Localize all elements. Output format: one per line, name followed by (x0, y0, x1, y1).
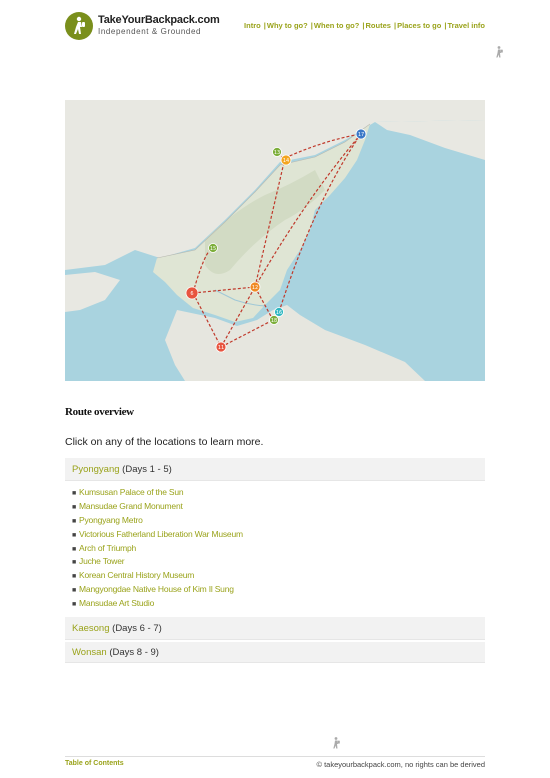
intro-text: Click on any of the locations to learn more. (65, 436, 264, 448)
list-item[interactable]: ■ Mansudae Art Studio (72, 598, 155, 609)
list-item[interactable]: ■ Mangyongdae Native House of Kim Il Sung (72, 584, 234, 595)
top-nav: Intro |Why to go? |When to go? |Routes |Places to go |Travel info (244, 21, 485, 30)
page-header (0, 0, 550, 48)
days-label: (Days 6 - 7) (109, 623, 162, 634)
footer-divider (65, 756, 485, 757)
location-link[interactable]: Wonsan (72, 647, 107, 658)
svg-text:16: 16 (275, 310, 283, 316)
location-link[interactable]: Pyongyang (72, 464, 120, 475)
nav-when-to-go[interactable]: When to go? (313, 21, 360, 30)
list-item[interactable]: ■ Pyongyang Metro (72, 514, 143, 525)
svg-text:17: 17 (357, 132, 365, 138)
map-marker[interactable] (216, 342, 226, 352)
list-item[interactable]: ■ Juche Tower (72, 556, 125, 567)
table-of-contents-link[interactable]: Table of Contents (65, 760, 124, 767)
section-wonsan[interactable] (65, 642, 485, 663)
map-marker[interactable] (270, 316, 279, 325)
hiker-icon (70, 16, 88, 36)
svg-text:18: 18 (270, 318, 278, 324)
list-item[interactable]: ■ Korean Central History Museum (72, 570, 195, 581)
section-pyongyang[interactable] (65, 458, 485, 481)
map-marker[interactable] (356, 129, 366, 139)
section-kaesong[interactable] (65, 617, 485, 640)
map-marker[interactable] (186, 287, 198, 299)
nav-intro[interactable]: Intro (244, 21, 261, 30)
logo[interactable] (65, 12, 93, 40)
nav-routes[interactable]: Routes (365, 21, 391, 30)
hiker-icon (331, 737, 341, 749)
svg-text:6: 6 (190, 291, 194, 297)
nav-travel-info[interactable]: Travel info (447, 21, 485, 30)
days-label: (Days 1 - 5) (119, 464, 172, 475)
section-title: Route overview (65, 406, 134, 418)
brand-name[interactable]: TakeYourBackpack.com (98, 14, 220, 26)
nav-why-to-go[interactable]: Why to go? (266, 21, 308, 30)
map-marker[interactable] (281, 155, 291, 165)
pyongyang-list (72, 486, 243, 611)
map-marker[interactable] (250, 282, 260, 292)
svg-text:12: 12 (251, 285, 259, 291)
map-marker[interactable] (209, 244, 218, 253)
list-item[interactable]: ■ Kumsusan Palace of the Sun (72, 487, 184, 497)
map-marker[interactable] (273, 148, 282, 157)
list-item[interactable]: ■ Arch of Triumph (72, 542, 137, 553)
route-map[interactable] (65, 100, 485, 381)
location-link[interactable]: Kaesong (72, 623, 110, 634)
list-item[interactable]: ■ Victorious Fatherland Liberation War Museum (72, 528, 243, 539)
brand-tagline: Independent & Grounded (98, 27, 202, 36)
days-label: (Days 8 - 9) (106, 647, 159, 658)
svg-text:13: 13 (273, 150, 281, 156)
svg-text:14: 14 (282, 158, 290, 164)
map-marker[interactable] (275, 308, 284, 317)
hiker-icon (494, 46, 504, 58)
list-item[interactable]: ■ Mansudae Grand Monument (72, 500, 183, 511)
nav-places-to-go[interactable]: Places to go (397, 21, 442, 30)
copyright-text: © takeyourbackpack.com, no rights can be derived (316, 760, 485, 769)
svg-text:15: 15 (209, 246, 217, 252)
svg-text:11: 11 (217, 345, 225, 351)
